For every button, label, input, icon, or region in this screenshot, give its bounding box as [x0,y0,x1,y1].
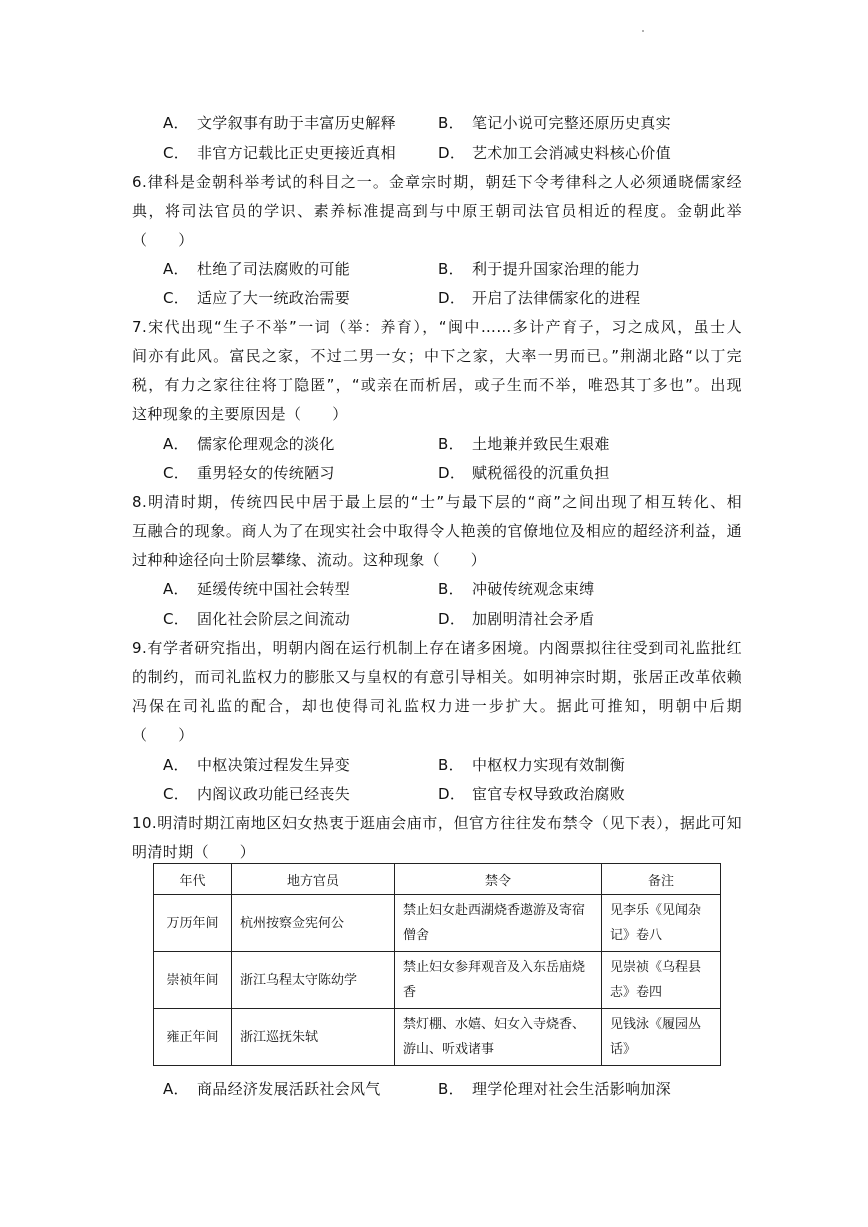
q9-option-b[interactable]: B． 中枢权力实现有效制衡 [438,756,626,774]
q5-option-b[interactable]: B． 笔记小说可完整还原历史真实 [438,114,671,132]
table-row [154,952,721,1009]
q6-stem-line: （ ） [132,231,194,249]
q7-stem-line: 税，有力之家往往将丁隐匿”，“或亲在而析居，或子生而不举，唯恐其丁多也”。出现 [132,376,742,394]
q5-option-a[interactable]: A． 文学叙事有助于丰富历史解释 [163,114,396,132]
q9-option-d[interactable]: D． 宦官专权导致政治腐败 [438,785,626,803]
cell-official: 浙江巡抚朱轼 [232,1009,395,1066]
cell-note: 见崇祯《乌程县志》卷四 [602,952,721,1009]
prohibition-table [153,863,721,1066]
q7-stem-line: 7.宋代出现“生子不举”一词（举：养育），“闽中……多计产育子，习之成风，虽士人 [132,318,742,336]
q8-option-a[interactable]: A． 延缓传统中国社会转型 [163,580,351,598]
q6-option-a[interactable]: A． 杜绝了司法腐败的可能 [163,260,351,278]
q9-stem-line: 冯保在司礼监的配合，却也使得司礼监权力进一步扩大。据此可推知，明朝中后期 [132,697,742,715]
q8-stem-line: 8.明清时期，传统四民中居于最上层的“士”与最下层的“商”之间出现了相互转化、相 [132,493,742,511]
q6-option-c[interactable]: C． 适应了大一统政治需要 [163,289,351,307]
q10-stem-line: 10.明清时期江南地区妇女热衷于逛庙会庙市，但官方往往发布禁令（见下表），据此可知 [132,814,742,832]
q6-stem-line: 典，将司法官员的学识、素养标准提高到与中原王朝司法官员相近的程度。金朝此举 [132,202,742,220]
q7-stem-line: 间亦有此风。富民之家，不过二男一女；中下之家，大率一男而已。”荆湖北路“以丁完 [132,347,742,365]
q7-option-a[interactable]: A． 儒家伦理观念的淡化 [163,435,335,453]
q6-stem-line: 6.律科是金朝科举考试的科目之一。金章宗时期，朝廷下令考律科之人必须通晓儒家经 [132,173,742,191]
q9-stem-line: 的制约，而司礼监权力的膨胀又与皇权的有意引导相关。如明神宗时期，张居正改革依赖 [132,668,742,686]
q7-option-d[interactable]: D． 赋税徭役的沉重负担 [438,464,610,482]
q9-option-a[interactable]: A． 中枢决策过程发生异变 [163,756,351,774]
cell-era: 雍正年间 [154,1009,232,1066]
cell-official: 浙江乌程太守陈幼学 [232,952,395,1009]
q8-option-c[interactable]: C． 固化社会阶层之间流动 [163,610,351,628]
cell-era: 万历年间 [154,895,232,952]
q5-option-c[interactable]: C． 非官方记载比正史更接近真相 [163,144,396,162]
q5-option-d[interactable]: D． 艺术加工会消减史料核心价值 [438,144,671,162]
header-note: 备注 [602,864,721,895]
q9-stem-line: 9.有学者研究指出，明朝内阁在运行机制上存在诸多困境。内阁票拟往往受到司礼监批红 [132,639,742,657]
q6-option-d[interactable]: D． 开启了法律儒家化的进程 [438,289,641,307]
header-ban: 禁令 [395,864,602,895]
q8-option-b[interactable]: B． 冲破传统观念束缚 [438,580,595,598]
cell-ban: 禁灯棚、水嬉、妇女入寺烧香、游山、听戏诸事 [395,1009,602,1066]
q8-stem-line: 过种种途径向士阶层攀缘、流动。这种现象（ ） [132,551,487,569]
q7-option-b[interactable]: B． 土地兼并致民生艰难 [438,435,610,453]
q9-stem-line: （ ） [132,726,194,744]
q7-option-c[interactable]: C． 重男轻女的传统陋习 [163,464,335,482]
cell-ban: 禁止妇女赴西湖烧香遨游及寄宿僧舍 [395,895,602,952]
cell-ban: 禁止妇女参拜观音及入东岳庙烧香 [395,952,602,1009]
q10-option-b[interactable]: B． 理学伦理对社会生活影响加深 [438,1080,671,1098]
cell-note: 见钱泳《履园丛话》 [602,1009,721,1066]
header-official: 地方官员 [232,864,395,895]
q6-option-b[interactable]: B． 利于提升国家治理的能力 [438,260,641,278]
q9-option-c[interactable]: C． 内阁议政功能已经丧失 [163,785,351,803]
header-era: 年代 [154,864,232,895]
corner-mark [642,30,644,32]
cell-era: 崇祯年间 [154,952,232,1009]
table-row [154,1009,721,1066]
table-header-row [154,864,721,895]
q8-option-d[interactable]: D． 加剧明清社会矛盾 [438,610,595,628]
table-row [154,895,721,952]
q10-option-a[interactable]: A． 商品经济发展活跃社会风气 [163,1080,381,1098]
cell-official: 杭州按察佥宪何公 [232,895,395,952]
q8-stem-line: 互融合的现象。商人为了在现实社会中取得令人艳羡的官僚地位及相应的超经济利益，通 [132,522,742,540]
q10-stem-line: 明清时期（ ） [132,843,256,861]
cell-note: 见李乐《见闻杂记》卷八 [602,895,721,952]
q7-stem-line: 这种现象的主要原因是（ ） [132,405,348,423]
